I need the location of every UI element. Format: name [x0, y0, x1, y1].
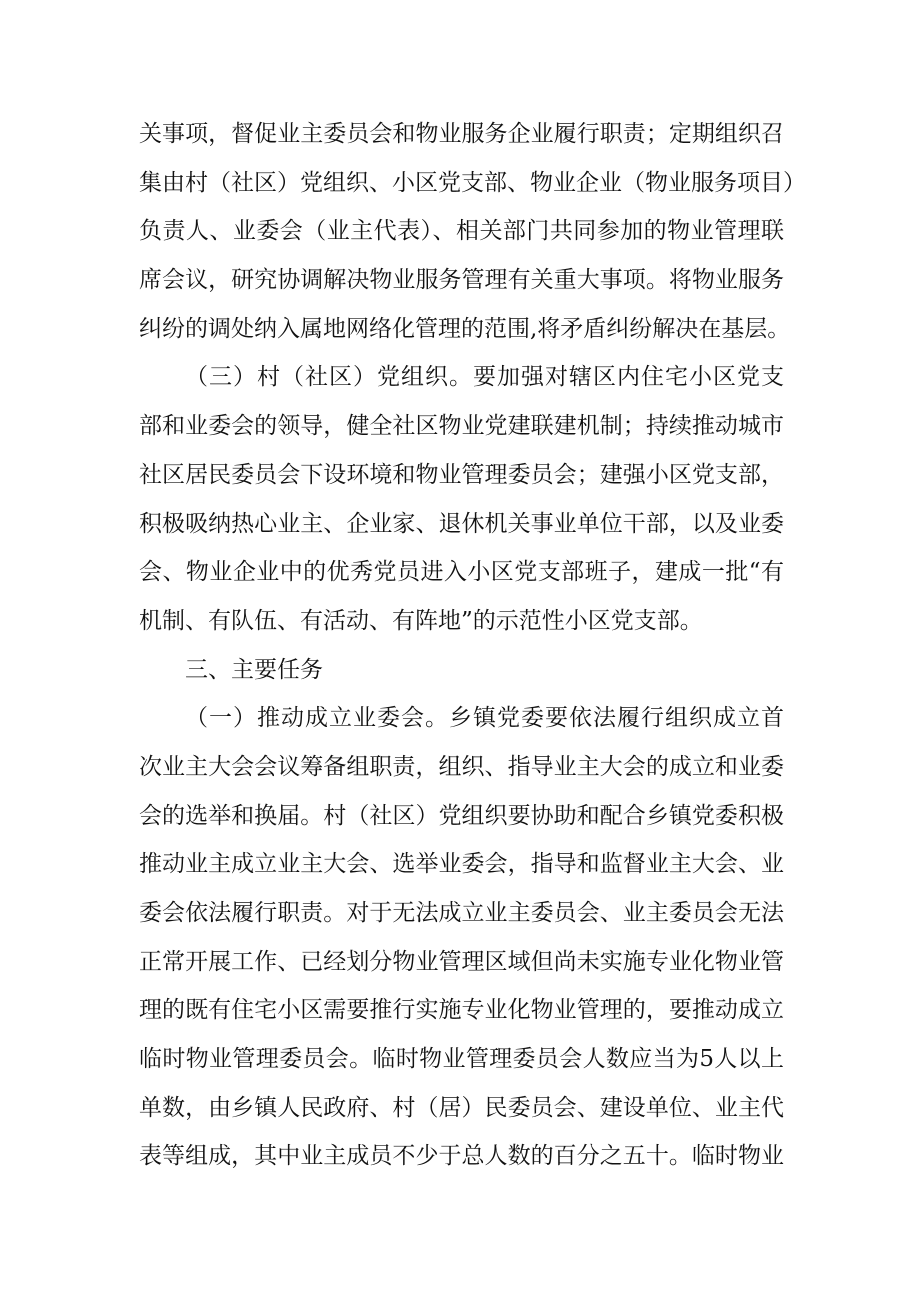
text-line: 关事项，督促业主委员会和物业服务企业履行职责；定期组织召 [139, 121, 784, 147]
text-line: 纠纷的调处纳入属地网络化管理的范围,将矛盾纠纷解决在基层。 [139, 315, 791, 342]
text-line: 会的选举和换届。村（社区）党组织要协助和配合乡镇党委积极 [139, 802, 784, 829]
text-line: 单数，由乡镇人民政府、村（居）民委员会、建设单位、业主代 [139, 1094, 784, 1121]
text-line: 次业主大会会议筹备组职责，组织、指导业主大会的成立和业委 [139, 753, 784, 780]
text-line: 负责人、业委会（业主代表）、相关部门共同参加的物业管理联 [139, 218, 784, 245]
paragraph-heading-line: （三）村（社区）党组织。要加强对辖区内住宅小区党支 [185, 364, 784, 391]
text-line: 推动业主成立业主大会、选举业委会，指导和监督业主大会、业 [139, 851, 784, 878]
text-line: 积极吸纳热心业主、企业家、退休机关事业单位干部，以及业委 [139, 510, 784, 537]
text-line: 表等组成，其中业主成员不少于总人数的百分之五十。临时物业 [139, 1143, 784, 1170]
text-line: 席会议，研究协调解决物业服务管理有关重大事项。将物业服务 [139, 267, 784, 294]
text-line: 部和业委会的领导，健全社区物业党建联建机制；持续推动城市 [139, 413, 784, 440]
text-line: 机制、有队伍、有活动、有阵地”的示范性小区党支部。 [139, 607, 703, 634]
section-heading: 三、主要任务 [185, 656, 323, 683]
text-line: 社区居民委员会下设环境和物业管理委员会；建强小区党支部， [139, 461, 784, 488]
text-line: 正常开展工作、已经划分物业管理区域但尚未实施专业化物业管 [139, 948, 784, 975]
text-line: 临时物业管理委员会。临时物业管理委员会人数应当为5人以上 [139, 1046, 784, 1073]
body-text [139, 110, 806, 1181]
text-line: 集由村（社区）党组织、小区党支部、物业企业（物业服务项目） [139, 169, 806, 196]
text-line: 会、物业企业中的优秀党员进入小区党支部班子，建成一批“有 [139, 559, 784, 586]
text-line: 委会依法履行职责。对于无法成立业主委员会、业主委员会无法 [139, 900, 784, 926]
paragraph-heading-line: （一）推动成立业委会。乡镇党委要依法履行组织成立首 [185, 705, 784, 732]
text-line: 理的既有住宅小区需要推行实施专业化物业管理的，要推动成立 [139, 997, 784, 1024]
